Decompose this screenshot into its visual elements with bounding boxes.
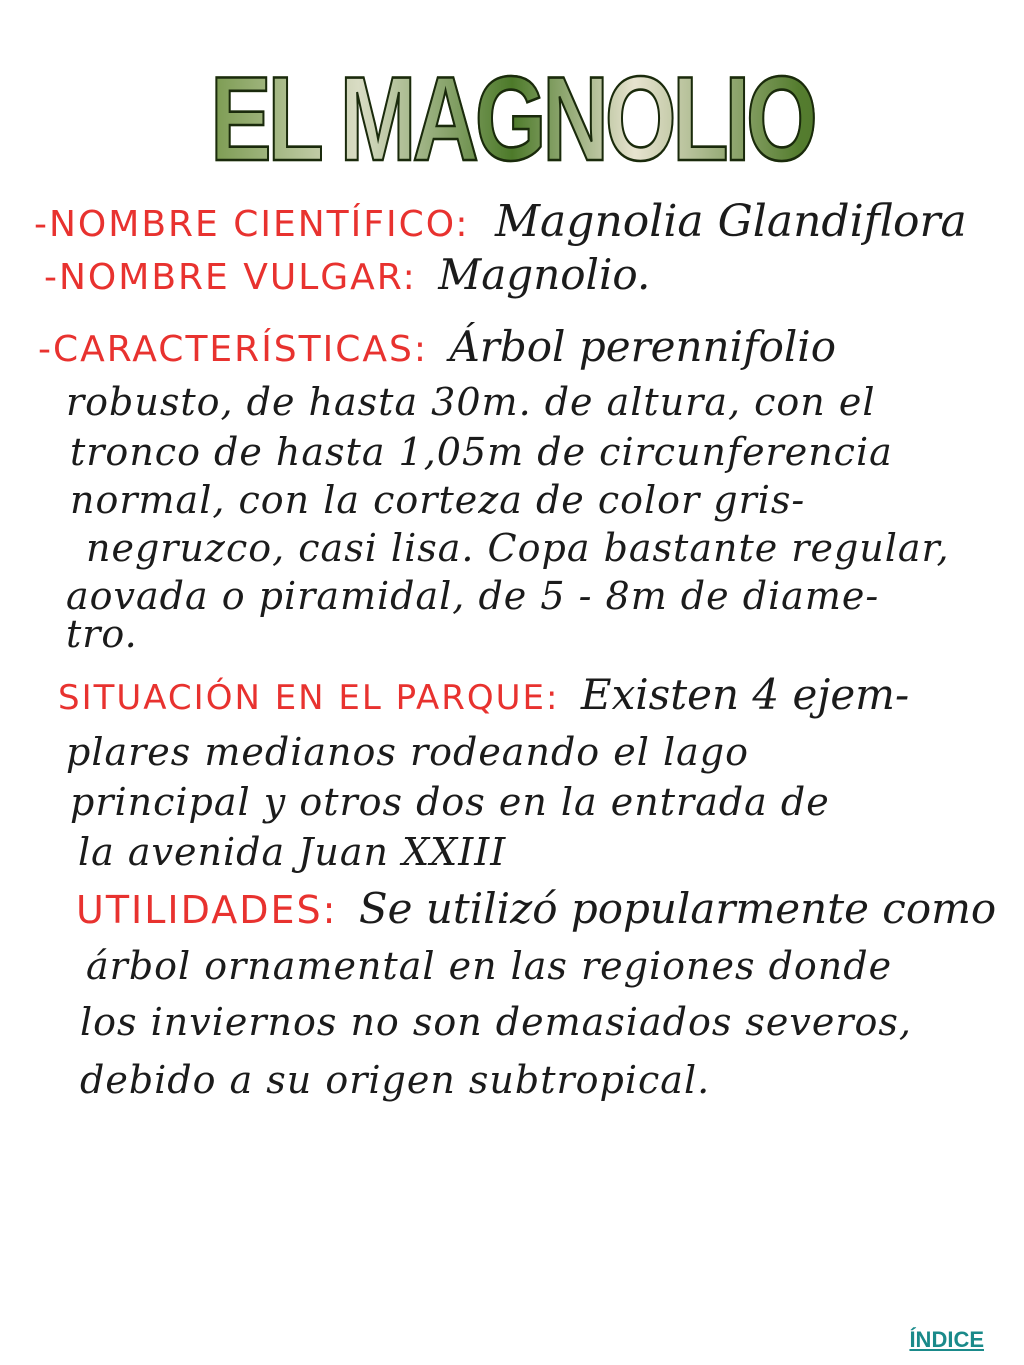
utilidades-line: debido a su origen subtropical. xyxy=(80,1058,711,1102)
page-title: EL MAGNOLIO xyxy=(0,60,1024,180)
nombre-cientifico-row xyxy=(34,196,967,247)
caracteristicas-line: aovada o piramidal, de 5 - 8m de diame- xyxy=(66,574,880,618)
caracteristicas-line: negruzco, casi lisa. Copa bastante regular, xyxy=(86,526,950,570)
nombre-vulgar-row xyxy=(44,250,650,299)
nombre-vulgar-label: -NOMBRE VULGAR: xyxy=(44,257,417,298)
caracteristicas-row xyxy=(38,322,836,371)
utilidades-line: los inviernos no son demasiados severos, xyxy=(80,1000,912,1044)
caracteristicas-line: normal, con la corteza de color gris- xyxy=(70,478,806,522)
situacion-label: SITUACIÓN EN EL PARQUE: xyxy=(58,678,560,718)
utilidades-line: árbol ornamental en las regiones donde xyxy=(86,944,893,988)
utilidades-line: Se utilizó popularmente como xyxy=(358,884,997,933)
caracteristicas-line: tronco de hasta 1,05m de circunferencia xyxy=(70,430,893,474)
indice-link[interactable]: ÍNDICE xyxy=(909,1327,984,1352)
nombre-cientifico-label: -NOMBRE CIENTÍFICO: xyxy=(34,204,470,245)
utilidades-row xyxy=(76,884,996,933)
nombre-cientifico-value: Magnolia Glandiflora xyxy=(495,196,967,247)
nombre-vulgar-value: Magnolio. xyxy=(438,250,651,299)
caracteristicas-line: tro. xyxy=(66,612,138,656)
situacion-line: Existen 4 ejem- xyxy=(580,670,910,719)
situacion-line: principal y otros dos en la entrada de xyxy=(70,780,830,824)
utilidades-label: UTILIDADES: xyxy=(76,888,338,932)
caracteristicas-line: Árbol perennifolio xyxy=(449,322,837,371)
situacion-row xyxy=(58,670,909,719)
caracteristicas-line: robusto, de hasta 30m. de altura, con el xyxy=(66,380,876,424)
caracteristicas-label: -CARACTERÍSTICAS: xyxy=(38,329,429,370)
situacion-line: plares medianos rodeando el lago xyxy=(66,730,749,774)
situacion-line: la avenida Juan XXIII xyxy=(78,830,507,874)
